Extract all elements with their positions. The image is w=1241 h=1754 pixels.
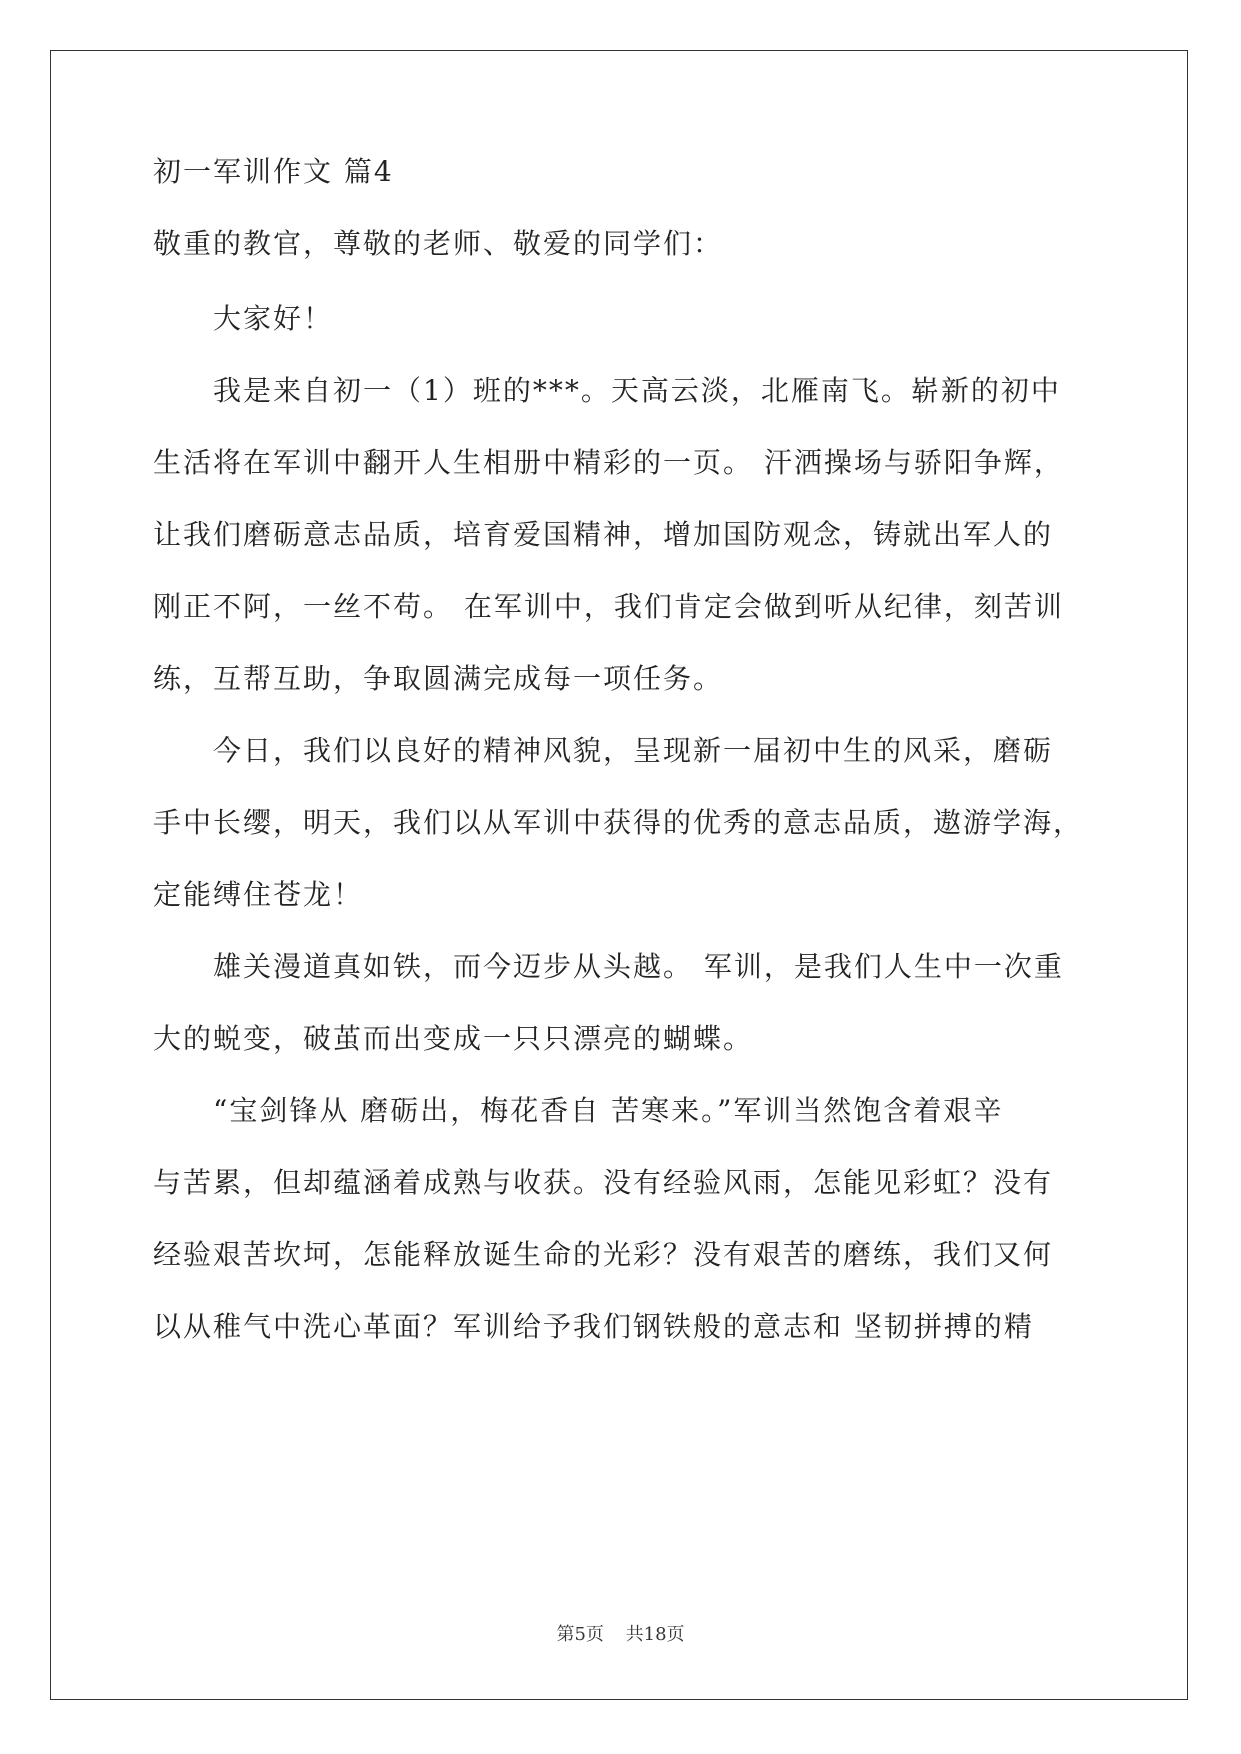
text-line: 雄关漫道真如铁，而今迈步从头越。 军训，是我们人生中一次重 bbox=[213, 950, 1064, 983]
text-line: 我是来自初一（1）班的***。天高云淡，北雁南飞。崭新的初中 bbox=[213, 374, 1061, 407]
text-line: 手中长缨，明天，我们以从军训中获得的优秀的意志品质，遨游学海， bbox=[153, 806, 1084, 839]
text-line: 今日，我们以良好的精神风貌，呈现新一届初中生的风采，磨砺 bbox=[213, 734, 1054, 767]
text-line: 大家好！ bbox=[213, 302, 334, 335]
text-line: 大的蜕变，破茧而出变成一只只漂亮的蝴蝶。 bbox=[153, 1022, 754, 1055]
page-number: 第5页 bbox=[556, 1624, 604, 1645]
text-line: “宝剑锋从 磨砺出，梅花香自 苦寒来。”军训当然饱含着艰辛 bbox=[213, 1094, 1004, 1127]
text-line: 让我们磨砺意志品质，培育爱国精神，增加国防观念，铸就出军人的 bbox=[153, 518, 1054, 551]
text-line: 刚正不阿，一丝不苟。 在军训中，我们肯定会做到听从纪律，刻苦训 bbox=[153, 590, 1064, 623]
text-line: 生活将在军训中翻开人生相册中精彩的一页。 汗洒操场与骄阳争辉， bbox=[153, 446, 1064, 479]
text-line: 练，互帮互助，争取圆满完成每一项任务。 bbox=[153, 662, 724, 695]
text-line: 定能缚住苍龙！ bbox=[153, 878, 364, 911]
page-footer bbox=[0, 1624, 1241, 1646]
text-line: 敬重的教官，尊敬的老师、敬爱的同学们： bbox=[153, 227, 724, 260]
text-line: 与苦累，但却蕴涵着成熟与收获。没有经验风雨，怎能见彩虹？没有 bbox=[153, 1166, 1054, 1199]
page-total: 共18页 bbox=[625, 1624, 685, 1645]
text-line: 经验艰苦坎坷，怎能释放诞生命的光彩？没有艰苦的磨练，我们又何 bbox=[153, 1238, 1054, 1271]
page-border bbox=[50, 50, 1188, 1700]
document-title: 初一军训作文 篇4 bbox=[153, 155, 394, 188]
text-line: 以从稚气中洗心革面？军训给予我们钢铁般的意志和 坚韧拼搏的精 bbox=[153, 1310, 1034, 1343]
